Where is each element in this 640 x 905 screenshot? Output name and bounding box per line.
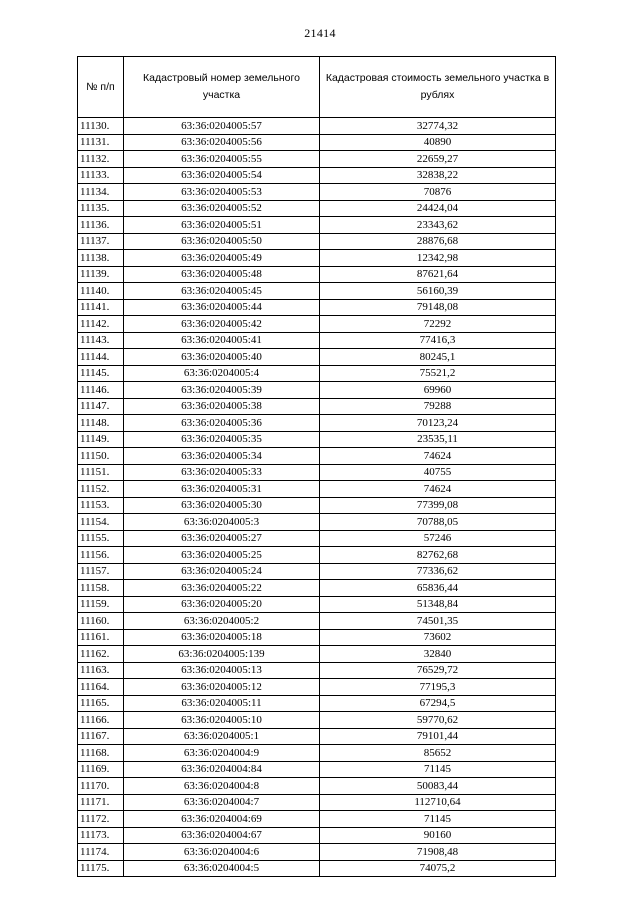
- table-row: [78, 233, 556, 250]
- cadastral-number-cell: 63:36:0204005:51: [124, 217, 320, 234]
- cadastral-number-cell: 63:36:0204005:4: [124, 365, 320, 382]
- cadastral-number-cell: 63:36:0204005:54: [124, 167, 320, 184]
- row-number-cell: 11137.: [78, 233, 124, 250]
- row-number-cell: 11151.: [78, 464, 124, 481]
- row-number-cell: 11173.: [78, 827, 124, 844]
- cadastral-value-cell: 65836,44: [320, 580, 556, 597]
- cadastral-number-cell: 63:36:0204005:56: [124, 134, 320, 151]
- cadastral-value-cell: 24424,04: [320, 200, 556, 217]
- cadastral-value-cell: 77336,62: [320, 563, 556, 580]
- table-row: [78, 613, 556, 630]
- table-row: [78, 266, 556, 283]
- table-row: [78, 761, 556, 778]
- table-row: [78, 563, 556, 580]
- cadastral-number-cell: 63:36:0204005:39: [124, 382, 320, 399]
- table-row: [78, 481, 556, 498]
- cadastral-value-cell: 72292: [320, 316, 556, 333]
- cadastral-number-cell: 63:36:0204005:57: [124, 118, 320, 135]
- table-row: [78, 464, 556, 481]
- cadastral-value-cell: 32774,32: [320, 118, 556, 135]
- cadastral-number-cell: 63:36:0204005:24: [124, 563, 320, 580]
- table-row: [78, 415, 556, 432]
- table-row: [78, 580, 556, 597]
- table-row: [78, 349, 556, 366]
- row-number-cell: 11131.: [78, 134, 124, 151]
- row-number-cell: 11172.: [78, 811, 124, 828]
- table-header-row: [78, 57, 556, 118]
- table-row: [78, 250, 556, 267]
- cadastral-value-cell: 67294,5: [320, 695, 556, 712]
- cadastral-number-cell: 63:36:0204005:45: [124, 283, 320, 300]
- cadastral-value-cell: 12342,98: [320, 250, 556, 267]
- table-row: [78, 679, 556, 696]
- cadastral-value-cell: 90160: [320, 827, 556, 844]
- cadastral-value-cell: 73602: [320, 629, 556, 646]
- cadastral-number-cell: 63:36:0204005:18: [124, 629, 320, 646]
- cadastral-number-cell: 63:36:0204005:139: [124, 646, 320, 663]
- row-number-cell: 11138.: [78, 250, 124, 267]
- row-number-cell: 11136.: [78, 217, 124, 234]
- row-number-cell: 11171.: [78, 794, 124, 811]
- cadastral-number-cell: 63:36:0204004:6: [124, 844, 320, 861]
- table-row: [78, 712, 556, 729]
- table-row: [78, 497, 556, 514]
- table-row: [78, 299, 556, 316]
- table-row: [78, 514, 556, 531]
- row-number-cell: 11140.: [78, 283, 124, 300]
- cadastral-value-cell: 79101,44: [320, 728, 556, 745]
- header-cadastral-number: Кадастровый номер земельного участка: [124, 57, 320, 118]
- table-row: [78, 134, 556, 151]
- cadastral-value-cell: 112710,64: [320, 794, 556, 811]
- row-number-cell: 11134.: [78, 184, 124, 201]
- row-number-cell: 11150.: [78, 448, 124, 465]
- cadastral-number-cell: 63:36:0204005:30: [124, 497, 320, 514]
- cadastral-value-cell: 40755: [320, 464, 556, 481]
- cadastral-number-cell: 63:36:0204005:49: [124, 250, 320, 267]
- cadastral-value-cell: 40890: [320, 134, 556, 151]
- cadastral-value-cell: 77399,08: [320, 497, 556, 514]
- cadastral-value-cell: 82762,68: [320, 547, 556, 564]
- cadastral-value-cell: 28876,68: [320, 233, 556, 250]
- cadastral-number-cell: 63:36:0204004:67: [124, 827, 320, 844]
- row-number-cell: 11149.: [78, 431, 124, 448]
- cadastral-number-cell: 63:36:0204005:34: [124, 448, 320, 465]
- cadastral-number-cell: 63:36:0204005:12: [124, 679, 320, 696]
- table-row: [78, 283, 556, 300]
- table-row: [78, 382, 556, 399]
- cadastral-number-cell: 63:36:0204004:8: [124, 778, 320, 795]
- cadastral-value-cell: 74624: [320, 481, 556, 498]
- cadastral-number-cell: 63:36:0204004:5: [124, 860, 320, 877]
- cadastral-number-cell: 63:36:0204005:50: [124, 233, 320, 250]
- header-cadastral-value: Кадастровая стоимость земельного участка в рублях: [320, 57, 556, 118]
- table-row: [78, 151, 556, 168]
- cadastral-number-cell: 63:36:0204005:53: [124, 184, 320, 201]
- cadastral-number-cell: 63:36:0204005:55: [124, 151, 320, 168]
- row-number-cell: 11164.: [78, 679, 124, 696]
- cadastral-value-cell: 85652: [320, 745, 556, 762]
- cadastral-value-cell: 87621,64: [320, 266, 556, 283]
- cadastral-value-cell: 69960: [320, 382, 556, 399]
- row-number-cell: 11169.: [78, 761, 124, 778]
- table-row: [78, 844, 556, 861]
- table-row: [78, 316, 556, 333]
- table-row: [78, 629, 556, 646]
- row-number-cell: 11146.: [78, 382, 124, 399]
- row-number-cell: 11142.: [78, 316, 124, 333]
- table-row: [78, 167, 556, 184]
- cadastral-value-cell: 71145: [320, 761, 556, 778]
- cadastral-value-cell: 57246: [320, 530, 556, 547]
- row-number-cell: 11166.: [78, 712, 124, 729]
- cadastral-number-cell: 63:36:0204005:25: [124, 547, 320, 564]
- row-number-cell: 11154.: [78, 514, 124, 531]
- cadastral-value-cell: 70123,24: [320, 415, 556, 432]
- cadastral-value-cell: 79288: [320, 398, 556, 415]
- cadastral-number-cell: 63:36:0204005:1: [124, 728, 320, 745]
- row-number-cell: 11168.: [78, 745, 124, 762]
- cadastral-value-cell: 32840: [320, 646, 556, 663]
- cadastral-value-cell: 71145: [320, 811, 556, 828]
- table-row: [78, 365, 556, 382]
- row-number-cell: 11156.: [78, 547, 124, 564]
- cadastral-number-cell: 63:36:0204005:13: [124, 662, 320, 679]
- cadastral-number-cell: 63:36:0204005:33: [124, 464, 320, 481]
- row-number-cell: 11130.: [78, 118, 124, 135]
- cadastral-number-cell: 63:36:0204004:84: [124, 761, 320, 778]
- table-row: [78, 398, 556, 415]
- table-row: [78, 827, 556, 844]
- cadastral-number-cell: 63:36:0204004:7: [124, 794, 320, 811]
- table-row: [78, 596, 556, 613]
- row-number-cell: 11148.: [78, 415, 124, 432]
- cadastral-value-table: [77, 56, 556, 877]
- row-number-cell: 11159.: [78, 596, 124, 613]
- cadastral-number-cell: 63:36:0204005:48: [124, 266, 320, 283]
- cadastral-value-cell: 56160,39: [320, 283, 556, 300]
- row-number-cell: 11161.: [78, 629, 124, 646]
- row-number-cell: 11144.: [78, 349, 124, 366]
- cadastral-number-cell: 63:36:0204005:31: [124, 481, 320, 498]
- cadastral-value-cell: 75521,2: [320, 365, 556, 382]
- row-number-cell: 11160.: [78, 613, 124, 630]
- cadastral-number-cell: 63:36:0204005:38: [124, 398, 320, 415]
- table-row: [78, 332, 556, 349]
- table-row: [78, 662, 556, 679]
- cadastral-value-cell: 70788,05: [320, 514, 556, 531]
- row-number-cell: 11163.: [78, 662, 124, 679]
- cadastral-value-cell: 80245,1: [320, 349, 556, 366]
- table-row: [78, 860, 556, 877]
- cadastral-value-cell: 51348,84: [320, 596, 556, 613]
- row-number-cell: 11139.: [78, 266, 124, 283]
- cadastral-value-cell: 71908,48: [320, 844, 556, 861]
- cadastral-number-cell: 63:36:0204005:40: [124, 349, 320, 366]
- table-row: [78, 431, 556, 448]
- cadastral-value-cell: 74624: [320, 448, 556, 465]
- cadastral-number-cell: 63:36:0204005:20: [124, 596, 320, 613]
- cadastral-value-cell: 70876: [320, 184, 556, 201]
- row-number-cell: 11158.: [78, 580, 124, 597]
- row-number-cell: 11132.: [78, 151, 124, 168]
- table-row: [78, 695, 556, 712]
- table-body: [78, 118, 556, 877]
- row-number-cell: 11143.: [78, 332, 124, 349]
- row-number-cell: 11157.: [78, 563, 124, 580]
- cadastral-number-cell: 63:36:0204004:9: [124, 745, 320, 762]
- cadastral-number-cell: 63:36:0204005:3: [124, 514, 320, 531]
- cadastral-value-cell: 50083,44: [320, 778, 556, 795]
- table-row: [78, 811, 556, 828]
- cadastral-number-cell: 63:36:0204005:42: [124, 316, 320, 333]
- cadastral-value-cell: 59770,62: [320, 712, 556, 729]
- cadastral-value-cell: 23535,11: [320, 431, 556, 448]
- cadastral-number-cell: 63:36:0204005:27: [124, 530, 320, 547]
- cadastral-value-cell: 77195,3: [320, 679, 556, 696]
- cadastral-value-cell: 74501,35: [320, 613, 556, 630]
- table-row: [78, 646, 556, 663]
- row-number-cell: 11145.: [78, 365, 124, 382]
- row-number-cell: 11155.: [78, 530, 124, 547]
- row-number-cell: 11147.: [78, 398, 124, 415]
- table-row: [78, 745, 556, 762]
- cadastral-number-cell: 63:36:0204005:41: [124, 332, 320, 349]
- row-number-cell: 11133.: [78, 167, 124, 184]
- cadastral-value-cell: 76529,72: [320, 662, 556, 679]
- cadastral-number-cell: 63:36:0204005:10: [124, 712, 320, 729]
- cadastral-number-cell: 63:36:0204005:52: [124, 200, 320, 217]
- row-number-cell: 11167.: [78, 728, 124, 745]
- cadastral-number-cell: 63:36:0204005:22: [124, 580, 320, 597]
- cadastral-number-cell: 63:36:0204005:36: [124, 415, 320, 432]
- cadastral-value-cell: 74075,2: [320, 860, 556, 877]
- row-number-cell: 11165.: [78, 695, 124, 712]
- page-number: 21414: [304, 26, 336, 40]
- table-row: [78, 200, 556, 217]
- header-row-number: № п/п: [78, 57, 124, 118]
- row-number-cell: 11152.: [78, 481, 124, 498]
- cadastral-number-cell: 63:36:0204005:35: [124, 431, 320, 448]
- table-row: [78, 728, 556, 745]
- table-row: [78, 217, 556, 234]
- cadastral-value-cell: 22659,27: [320, 151, 556, 168]
- table-row: [78, 448, 556, 465]
- cadastral-number-cell: 63:36:0204004:69: [124, 811, 320, 828]
- cadastral-value-cell: 23343,62: [320, 217, 556, 234]
- row-number-cell: 11135.: [78, 200, 124, 217]
- row-number-cell: 11175.: [78, 860, 124, 877]
- table-row: [78, 547, 556, 564]
- table-row: [78, 794, 556, 811]
- cadastral-value-cell: 79148,08: [320, 299, 556, 316]
- table-row: [78, 778, 556, 795]
- cadastral-number-cell: 63:36:0204005:2: [124, 613, 320, 630]
- cadastral-number-cell: 63:36:0204005:11: [124, 695, 320, 712]
- row-number-cell: 11170.: [78, 778, 124, 795]
- table-row: [78, 184, 556, 201]
- row-number-cell: 11162.: [78, 646, 124, 663]
- table-row: [78, 118, 556, 135]
- cadastral-value-cell: 77416,3: [320, 332, 556, 349]
- cadastral-value-cell: 32838,22: [320, 167, 556, 184]
- row-number-cell: 11174.: [78, 844, 124, 861]
- cadastral-number-cell: 63:36:0204005:44: [124, 299, 320, 316]
- row-number-cell: 11141.: [78, 299, 124, 316]
- row-number-cell: 11153.: [78, 497, 124, 514]
- table-row: [78, 530, 556, 547]
